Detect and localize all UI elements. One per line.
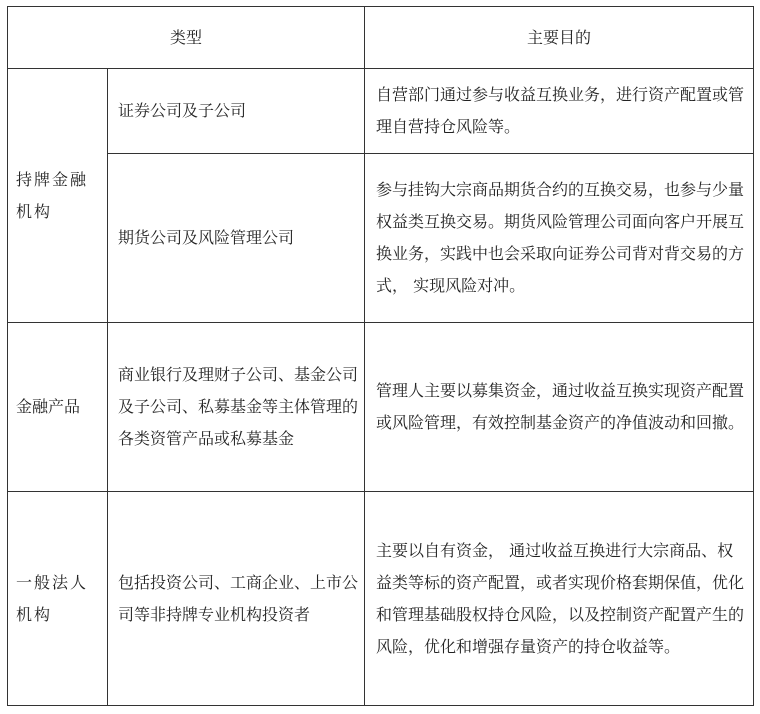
category-cell: 持牌金融机构: [8, 69, 108, 323]
purpose-cell: 自营部门通过参与收益互换业务，进行资产配置或管理自营持仓风险等。: [365, 69, 754, 154]
purpose-cell: 管理人主要以募集资金，通过收益互换实现资产配置或风险管理，有效控制基金资产的净值波动和回撤。: [365, 323, 754, 492]
subtype-cell: 期货公司及风险管理公司: [108, 154, 365, 323]
table-row: [8, 154, 754, 323]
header-type: 类型: [8, 7, 365, 69]
subtype-cell: 证券公司及子公司: [108, 69, 365, 154]
purpose-cell: 参与挂钩大宗商品期货合约的互换交易，也参与少量权益类互换交易。期货风险管理公司面向客户开展互换业务，实践中也会采取向证券公司背对背交易的方式， 实现风险对冲。: [365, 154, 754, 323]
table-row: [8, 69, 754, 154]
subtype-cell: 商业银行及理财子公司、基金公司及子公司、私募基金等主体管理的各类资管产品或私募基金: [108, 323, 365, 492]
category-cell: 金融产品: [8, 323, 108, 492]
comparison-table: [7, 6, 754, 706]
table-row: [8, 492, 754, 706]
table-row: [8, 323, 754, 492]
category-cell: 一般法人机构: [8, 492, 108, 706]
table-header-row: [8, 7, 754, 69]
purpose-cell: 主要以自有资金， 通过收益互换进行大宗商品、权益类等标的资产配置，或者实现价格套期保值，优化和管理基础股权持仓风险，以及控制资产配置产生的风险，优化和增强存量资产的持仓收益等。: [365, 492, 754, 706]
header-purpose: 主要目的: [365, 7, 754, 69]
subtype-cell: 包括投资公司、工商企业、上市公司等非持牌专业机构投资者: [108, 492, 365, 706]
